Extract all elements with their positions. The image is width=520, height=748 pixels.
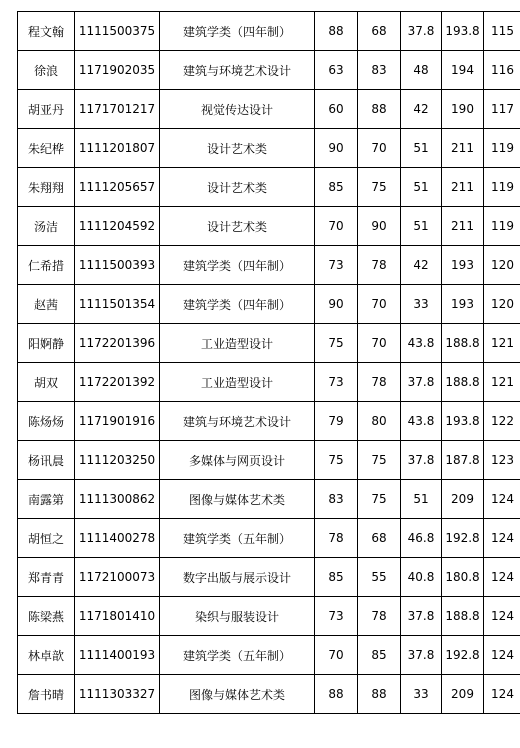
rank-cell: 123 bbox=[484, 441, 520, 480]
score3-cell: 42 bbox=[401, 90, 442, 129]
total-cell: 190 bbox=[442, 90, 484, 129]
total-cell: 187.8 bbox=[442, 441, 484, 480]
total-cell: 193.8 bbox=[442, 12, 484, 51]
score1-cell: 73 bbox=[315, 597, 358, 636]
score3-cell: 37.8 bbox=[401, 12, 442, 51]
rank-cell: 119 bbox=[484, 168, 520, 207]
score1-cell: 78 bbox=[315, 519, 358, 558]
score3-cell: 33 bbox=[401, 675, 442, 714]
score1-cell: 60 bbox=[315, 90, 358, 129]
score2-cell: 85 bbox=[358, 636, 401, 675]
rank-cell: 115 bbox=[484, 12, 520, 51]
total-cell: 192.8 bbox=[442, 519, 484, 558]
major-cell: 建筑与环境艺术设计 bbox=[160, 402, 315, 441]
total-cell: 209 bbox=[442, 480, 484, 519]
table-row bbox=[18, 129, 520, 168]
score2-cell: 55 bbox=[358, 558, 401, 597]
id-cell: 1172201396 bbox=[75, 324, 160, 363]
score1-cell: 88 bbox=[315, 675, 358, 714]
name-cell: 林卓歆 bbox=[18, 636, 75, 675]
name-cell: 徐浪 bbox=[18, 51, 75, 90]
score3-cell: 37.8 bbox=[401, 363, 442, 402]
id-cell: 1111303327 bbox=[75, 675, 160, 714]
rank-cell: 120 bbox=[484, 285, 520, 324]
major-cell: 建筑学类（五年制） bbox=[160, 519, 315, 558]
rank-cell: 117 bbox=[484, 90, 520, 129]
score3-cell: 43.8 bbox=[401, 402, 442, 441]
score2-cell: 80 bbox=[358, 402, 401, 441]
name-cell: 朱纪桦 bbox=[18, 129, 75, 168]
table-row bbox=[18, 90, 520, 129]
score3-cell: 43.8 bbox=[401, 324, 442, 363]
score2-cell: 68 bbox=[358, 519, 401, 558]
score2-cell: 78 bbox=[358, 597, 401, 636]
score2-cell: 88 bbox=[358, 675, 401, 714]
name-cell: 程文翰 bbox=[18, 12, 75, 51]
rank-cell: 122 bbox=[484, 402, 520, 441]
score3-cell: 51 bbox=[401, 207, 442, 246]
score2-cell: 75 bbox=[358, 168, 401, 207]
total-cell: 188.8 bbox=[442, 597, 484, 636]
score1-cell: 73 bbox=[315, 246, 358, 285]
name-cell: 胡恒之 bbox=[18, 519, 75, 558]
total-cell: 211 bbox=[442, 129, 484, 168]
major-cell: 建筑与环境艺术设计 bbox=[160, 51, 315, 90]
name-cell: 詹书晴 bbox=[18, 675, 75, 714]
score1-cell: 70 bbox=[315, 207, 358, 246]
id-cell: 1111203250 bbox=[75, 441, 160, 480]
major-cell: 建筑学类（四年制） bbox=[160, 12, 315, 51]
table-row bbox=[18, 558, 520, 597]
id-cell: 1171902035 bbox=[75, 51, 160, 90]
name-cell: 赵茜 bbox=[18, 285, 75, 324]
score1-cell: 79 bbox=[315, 402, 358, 441]
major-cell: 设计艺术类 bbox=[160, 129, 315, 168]
total-cell: 193 bbox=[442, 246, 484, 285]
score3-cell: 42 bbox=[401, 246, 442, 285]
table-row bbox=[18, 636, 520, 675]
rank-cell: 124 bbox=[484, 558, 520, 597]
score3-cell: 51 bbox=[401, 480, 442, 519]
id-cell: 1111501354 bbox=[75, 285, 160, 324]
table-row bbox=[18, 675, 520, 714]
rank-cell: 119 bbox=[484, 207, 520, 246]
score1-cell: 63 bbox=[315, 51, 358, 90]
rank-cell: 124 bbox=[484, 597, 520, 636]
table-row bbox=[18, 285, 520, 324]
score3-cell: 40.8 bbox=[401, 558, 442, 597]
score3-cell: 51 bbox=[401, 129, 442, 168]
score2-cell: 90 bbox=[358, 207, 401, 246]
table-row bbox=[18, 597, 520, 636]
total-cell: 211 bbox=[442, 168, 484, 207]
id-cell: 1111204592 bbox=[75, 207, 160, 246]
major-cell: 工业造型设计 bbox=[160, 363, 315, 402]
rank-cell: 120 bbox=[484, 246, 520, 285]
table-body bbox=[18, 12, 520, 714]
total-cell: 192.8 bbox=[442, 636, 484, 675]
rank-cell: 121 bbox=[484, 363, 520, 402]
major-cell: 工业造型设计 bbox=[160, 324, 315, 363]
table-row bbox=[18, 168, 520, 207]
score3-cell: 37.8 bbox=[401, 636, 442, 675]
id-cell: 1172100073 bbox=[75, 558, 160, 597]
score3-cell: 48 bbox=[401, 51, 442, 90]
id-cell: 1171901916 bbox=[75, 402, 160, 441]
table-row bbox=[18, 441, 520, 480]
name-cell: 陈梁燕 bbox=[18, 597, 75, 636]
score2-cell: 78 bbox=[358, 246, 401, 285]
score2-cell: 68 bbox=[358, 12, 401, 51]
rank-cell: 121 bbox=[484, 324, 520, 363]
score1-cell: 85 bbox=[315, 168, 358, 207]
table-row bbox=[18, 480, 520, 519]
name-cell: 汤洁 bbox=[18, 207, 75, 246]
score2-cell: 78 bbox=[358, 363, 401, 402]
id-cell: 1111400278 bbox=[75, 519, 160, 558]
score3-cell: 51 bbox=[401, 168, 442, 207]
table-row bbox=[18, 363, 520, 402]
score2-cell: 88 bbox=[358, 90, 401, 129]
table-row bbox=[18, 207, 520, 246]
major-cell: 设计艺术类 bbox=[160, 168, 315, 207]
total-cell: 193 bbox=[442, 285, 484, 324]
rank-cell: 124 bbox=[484, 480, 520, 519]
score2-cell: 75 bbox=[358, 441, 401, 480]
score1-cell: 75 bbox=[315, 441, 358, 480]
score1-cell: 90 bbox=[315, 129, 358, 168]
name-cell: 仁希措 bbox=[18, 246, 75, 285]
rank-cell: 124 bbox=[484, 675, 520, 714]
rank-cell: 119 bbox=[484, 129, 520, 168]
score-table bbox=[17, 11, 520, 714]
major-cell: 染织与服装设计 bbox=[160, 597, 315, 636]
total-cell: 194 bbox=[442, 51, 484, 90]
name-cell: 阳婀静 bbox=[18, 324, 75, 363]
table-row bbox=[18, 519, 520, 558]
id-cell: 1172201392 bbox=[75, 363, 160, 402]
total-cell: 188.8 bbox=[442, 324, 484, 363]
score1-cell: 83 bbox=[315, 480, 358, 519]
rank-cell: 124 bbox=[484, 519, 520, 558]
score1-cell: 75 bbox=[315, 324, 358, 363]
score1-cell: 88 bbox=[315, 12, 358, 51]
table-row bbox=[18, 12, 520, 51]
id-cell: 1171701217 bbox=[75, 90, 160, 129]
id-cell: 1111500393 bbox=[75, 246, 160, 285]
id-cell: 1111201807 bbox=[75, 129, 160, 168]
score3-cell: 37.8 bbox=[401, 597, 442, 636]
name-cell: 陈炀炀 bbox=[18, 402, 75, 441]
rank-cell: 124 bbox=[484, 636, 520, 675]
score3-cell: 37.8 bbox=[401, 441, 442, 480]
name-cell: 南露第 bbox=[18, 480, 75, 519]
major-cell: 视觉传达设计 bbox=[160, 90, 315, 129]
name-cell: 杨讯晨 bbox=[18, 441, 75, 480]
major-cell: 数字出版与展示设计 bbox=[160, 558, 315, 597]
rank-cell: 116 bbox=[484, 51, 520, 90]
name-cell: 朱翔翔 bbox=[18, 168, 75, 207]
score2-cell: 75 bbox=[358, 480, 401, 519]
major-cell: 多媒体与网页设计 bbox=[160, 441, 315, 480]
table-row bbox=[18, 324, 520, 363]
id-cell: 1111500375 bbox=[75, 12, 160, 51]
major-cell: 设计艺术类 bbox=[160, 207, 315, 246]
table-row bbox=[18, 402, 520, 441]
total-cell: 211 bbox=[442, 207, 484, 246]
name-cell: 郑青青 bbox=[18, 558, 75, 597]
name-cell: 胡双 bbox=[18, 363, 75, 402]
name-cell: 胡亚丹 bbox=[18, 90, 75, 129]
score1-cell: 90 bbox=[315, 285, 358, 324]
id-cell: 1171801410 bbox=[75, 597, 160, 636]
id-cell: 1111205657 bbox=[75, 168, 160, 207]
table-row bbox=[18, 246, 520, 285]
score3-cell: 46.8 bbox=[401, 519, 442, 558]
score1-cell: 73 bbox=[315, 363, 358, 402]
table-row bbox=[18, 51, 520, 90]
major-cell: 建筑学类（四年制） bbox=[160, 246, 315, 285]
id-cell: 1111400193 bbox=[75, 636, 160, 675]
major-cell: 建筑学类（五年制） bbox=[160, 636, 315, 675]
major-cell: 图像与媒体艺术类 bbox=[160, 675, 315, 714]
score2-cell: 70 bbox=[358, 324, 401, 363]
total-cell: 193.8 bbox=[442, 402, 484, 441]
id-cell: 1111300862 bbox=[75, 480, 160, 519]
major-cell: 建筑学类（四年制） bbox=[160, 285, 315, 324]
score2-cell: 70 bbox=[358, 285, 401, 324]
score3-cell: 33 bbox=[401, 285, 442, 324]
score1-cell: 85 bbox=[315, 558, 358, 597]
total-cell: 188.8 bbox=[442, 363, 484, 402]
score2-cell: 83 bbox=[358, 51, 401, 90]
total-cell: 209 bbox=[442, 675, 484, 714]
score2-cell: 70 bbox=[358, 129, 401, 168]
total-cell: 180.8 bbox=[442, 558, 484, 597]
major-cell: 图像与媒体艺术类 bbox=[160, 480, 315, 519]
score1-cell: 70 bbox=[315, 636, 358, 675]
